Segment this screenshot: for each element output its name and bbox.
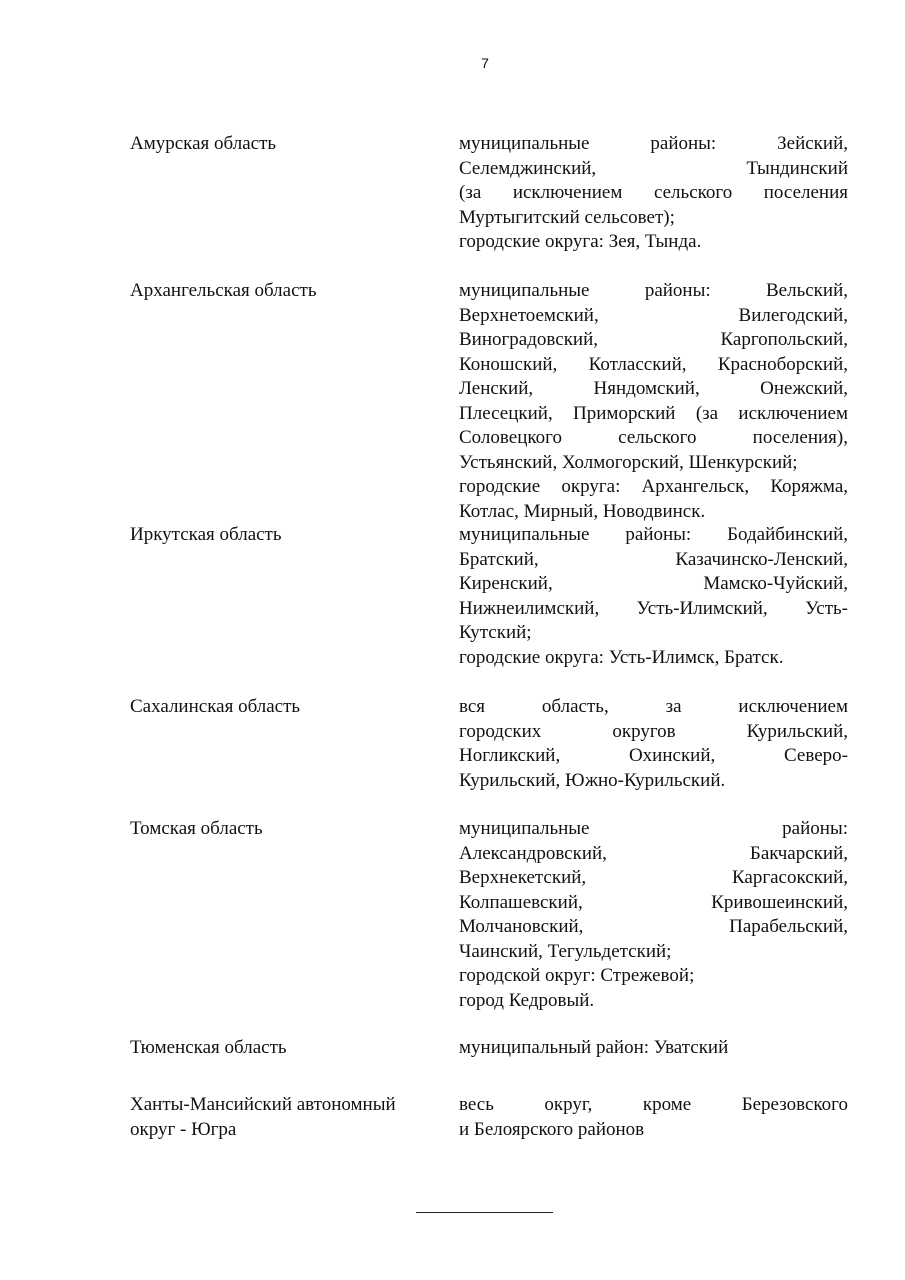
region-name-line: Сахалинская область [130,696,301,717]
areas-line: Устьянский, Холмогорский, Шенкурский; [459,451,798,473]
region-name [130,1093,440,1142]
region-areas [459,523,848,670]
areas-line: Киренский, Мамско-Чуйский, [459,573,848,594]
footer-rule [416,1212,553,1213]
areas-line: муниципальный район: Уватский [459,1037,729,1058]
region-name-line: Иркутская область [130,524,282,545]
areas-line: Кутский; [459,622,532,643]
areas-line: Колпашевский, Кривошеинский, [459,891,848,913]
region-name [130,132,440,157]
areas-line: Плесецкий, Приморский (за исключением [459,402,848,424]
region-areas [459,132,848,255]
areas-line: Братский, Казачинско-Ленский, [459,548,848,570]
areas-line: вся область, за исключением [459,696,848,717]
areas-line: (за исключением сельского поселения [459,182,848,203]
region-name [130,279,440,304]
areas-line: муниципальные районы: Зейский, [459,133,848,154]
areas-line: Селемджинский, Тындинский [459,157,848,179]
areas-line: Курильский, Южно-Курильский. [459,769,726,791]
areas-line: Александровский, Бакчарский, [459,842,848,864]
areas-line: Ногликский, Охинский, Северо- [459,745,848,766]
region-name-line: Архангельская область [130,280,317,301]
areas-line: Молчановский, Парабельский, [459,916,848,937]
region-name [130,523,440,548]
areas-line: Верхнекетский, Каргасокский, [459,867,848,888]
region-name-line: Томская область [130,818,263,839]
areas-line: Котлас, Мирный, Новодвинск. [459,500,706,522]
areas-line: Муртыгитский сельсовет); [459,206,675,228]
areas-line: муниципальные районы: Вельский, [459,280,848,301]
areas-line: городские округа: Зея, Тында. [459,231,702,252]
region-areas [459,695,848,793]
areas-line: Чаинский, Тегульдетский; [459,940,672,962]
areas-line: муниципальные районы: Бодайбинский, [459,524,848,545]
areas-line: муниципальные районы: [459,818,848,839]
areas-line: Соловецкого сельского поселения), [459,427,848,448]
region-areas [459,1093,848,1142]
page-number: 7 [481,55,489,71]
region-name-line: Амурская область [130,133,277,154]
areas-line: Коношский, Котласский, Красноборский, [459,353,848,375]
areas-line: весь округ, кроме Березовского [459,1094,848,1115]
areas-line: городские округа: Усть-Илимск, Братск. [459,646,784,668]
areas-line: Нижнеилимский, Усть-Илимский, Усть- [459,597,848,619]
region-areas [459,279,848,524]
region-name [130,695,440,720]
areas-line: Ленский, Няндомский, Онежский, [459,378,848,399]
region-name [130,1036,440,1061]
region-areas [459,1036,848,1061]
region-name [130,817,440,842]
areas-line: Виноградовский, Каргопольский, [459,329,848,350]
region-name-line: Тюменская область [130,1037,287,1058]
areas-line: город Кедровый. [459,989,595,1011]
areas-line: городских округов Курильский, [459,720,848,742]
areas-line: городской округ: Стрежевой; [459,965,695,986]
region-name-line: Ханты-Мансийский автономный [130,1094,396,1115]
region-areas [459,817,848,1013]
areas-line: и Белоярского районов [459,1118,645,1140]
areas-line: Верхнетоемский, Вилегодский, [459,304,848,326]
areas-line: городские округа: Архангельск, Коряжма, [459,476,848,497]
region-name-line: округ - Югра [130,1118,237,1140]
